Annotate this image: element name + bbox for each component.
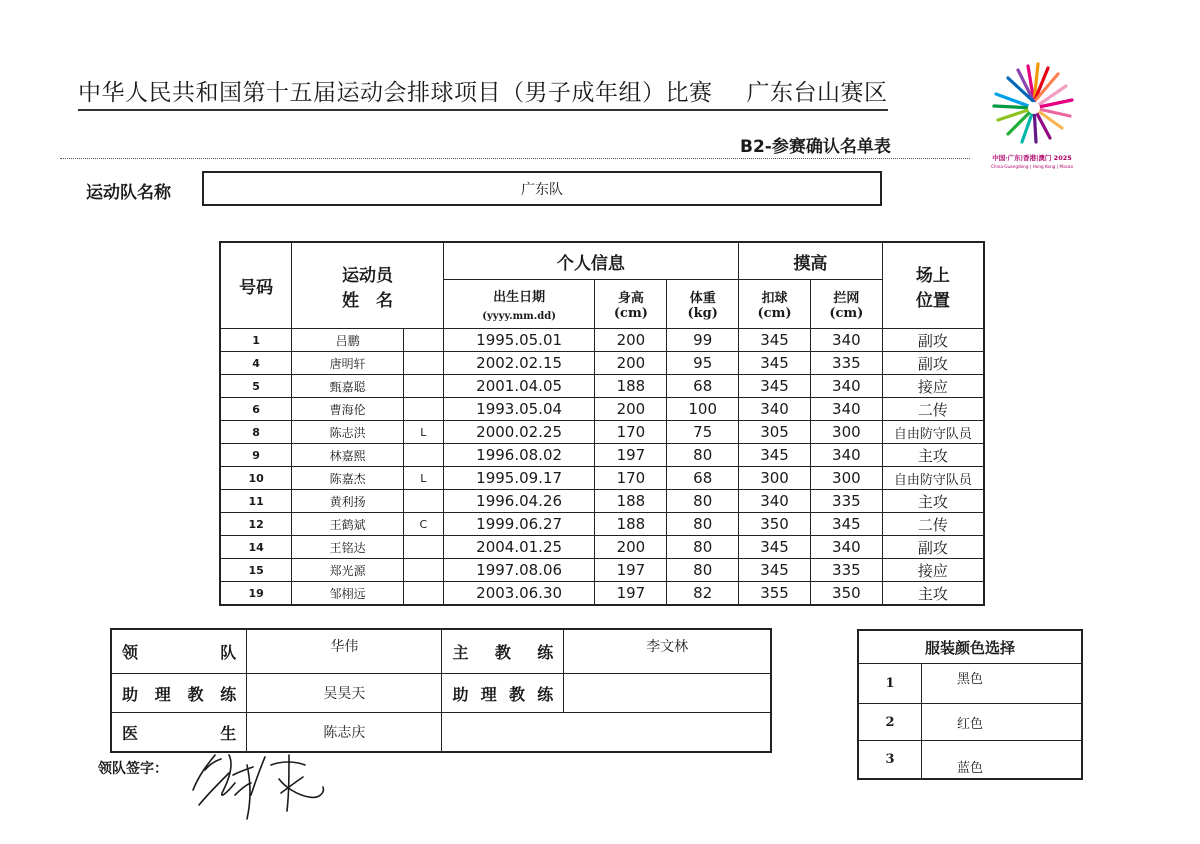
col-personal-info-header: 个人信息 <box>443 242 738 280</box>
roster-row <box>220 536 984 559</box>
player-spike-reach: 345 <box>739 559 811 582</box>
player-block-reach: 335 <box>810 352 882 375</box>
player-height: 188 <box>595 375 667 398</box>
player-name: 郑光源 <box>292 559 404 582</box>
player-position: 主攻 <box>882 444 984 467</box>
player-spike-reach: 345 <box>739 329 811 352</box>
player-weight: 68 <box>667 375 739 398</box>
player-position: 副攻 <box>882 329 984 352</box>
team-label: 运动队名称 <box>86 183 171 203</box>
player-number: 15 <box>220 559 292 582</box>
uniform-option-color: 红色 <box>922 704 1083 741</box>
player-height: 188 <box>595 490 667 513</box>
player-role: L <box>403 467 443 490</box>
player-block-reach: 350 <box>810 582 882 606</box>
player-spike-reach: 355 <box>739 582 811 606</box>
assistant-label-cell <box>111 674 247 713</box>
height-header-unit: (cm) <box>613 306 648 321</box>
player-position: 自由防守队员 <box>882 421 984 444</box>
athlete-header-line2: 姓 名 <box>342 290 393 311</box>
roster-row <box>220 375 984 398</box>
player-height: 197 <box>595 559 667 582</box>
leader-label-cell <box>111 629 247 674</box>
player-block-reach: 300 <box>810 421 882 444</box>
player-name: 唐明轩 <box>292 352 404 375</box>
weight-header-label: 体重 <box>689 291 716 306</box>
player-role <box>403 398 443 421</box>
player-spike-reach: 345 <box>739 352 811 375</box>
player-weight: 95 <box>667 352 739 375</box>
roster-row <box>220 467 984 490</box>
player-birth-date: 1993.05.04 <box>443 398 595 421</box>
player-block-reach: 335 <box>810 490 882 513</box>
player-height: 200 <box>595 329 667 352</box>
player-birth-date: 2001.04.05 <box>443 375 595 398</box>
player-role <box>403 536 443 559</box>
uniform-option-color: 黑色 <box>922 664 1083 704</box>
player-birth-date: 1995.09.17 <box>443 467 595 490</box>
player-role <box>403 490 443 513</box>
player-birth-date: 2000.02.25 <box>443 421 595 444</box>
col-height-header <box>595 280 667 329</box>
event-title <box>78 74 888 111</box>
roster-row <box>220 513 984 536</box>
player-spike-reach: 300 <box>739 467 811 490</box>
player-block-reach: 340 <box>810 444 882 467</box>
player-role <box>403 352 443 375</box>
player-block-reach: 300 <box>810 467 882 490</box>
col-block-header <box>810 280 882 329</box>
team-name-field <box>202 171 882 206</box>
player-birth-date: 1999.06.27 <box>443 513 595 536</box>
player-number: 9 <box>220 444 292 467</box>
player-birth-date: 2003.06.30 <box>443 582 595 606</box>
player-number: 12 <box>220 513 292 536</box>
player-role <box>403 329 443 352</box>
roster-row <box>220 490 984 513</box>
uniform-color-table <box>857 629 1083 780</box>
assistant2-value <box>564 674 771 713</box>
logo-caption: 中国·广东|香港|澳门 2025 <box>992 154 1072 162</box>
doctor-label: 医 生 <box>122 723 237 743</box>
head-coach-label-cell <box>442 629 564 674</box>
spike-header-label: 扣球 <box>761 291 788 306</box>
player-spike-reach: 340 <box>739 398 811 421</box>
player-weight: 80 <box>667 513 739 536</box>
height-header-label: 身高 <box>617 291 644 306</box>
player-height: 197 <box>595 444 667 467</box>
player-position: 二传 <box>882 398 984 421</box>
player-name: 王鹤斌 <box>292 513 404 536</box>
roster-row <box>220 559 984 582</box>
roster-row <box>220 398 984 421</box>
player-number: 1 <box>220 329 292 352</box>
col-weight-header <box>667 280 739 329</box>
player-height: 188 <box>595 513 667 536</box>
team-name-value: 广东队 <box>521 181 563 198</box>
player-role: L <box>403 421 443 444</box>
games-logo-icon <box>982 60 1082 172</box>
head-coach-label: 主 教 练 <box>452 643 554 662</box>
player-height: 200 <box>595 352 667 375</box>
col-number-header: 号码 <box>220 242 292 329</box>
player-spike-reach: 305 <box>739 421 811 444</box>
player-birth-date: 2002.02.15 <box>443 352 595 375</box>
player-number: 14 <box>220 536 292 559</box>
player-name: 吕鹏 <box>292 329 404 352</box>
player-role <box>403 444 443 467</box>
player-position: 接应 <box>882 559 984 582</box>
player-spike-reach: 340 <box>739 490 811 513</box>
roster-body <box>220 329 984 606</box>
player-block-reach: 340 <box>810 536 882 559</box>
player-weight: 80 <box>667 559 739 582</box>
player-role <box>403 559 443 582</box>
form-title: B2-参赛确认名单表 <box>740 137 891 157</box>
assistant-value: 吴昊天 <box>247 674 442 713</box>
athlete-header-line1: 运动员 <box>342 265 393 286</box>
roster-row <box>220 329 984 352</box>
player-height: 170 <box>595 467 667 490</box>
player-position: 副攻 <box>882 352 984 375</box>
assistant2-label-cell <box>442 674 564 713</box>
player-weight: 80 <box>667 444 739 467</box>
player-height: 200 <box>595 398 667 421</box>
player-weight: 68 <box>667 467 739 490</box>
player-position: 接应 <box>882 375 984 398</box>
player-weight: 100 <box>667 398 739 421</box>
player-height: 170 <box>595 421 667 444</box>
player-position: 二传 <box>882 513 984 536</box>
event-title-text: 中华人民共和国第十五届运动会排球项目（男子成年组）比赛 <box>78 80 713 106</box>
roster-row <box>220 582 984 606</box>
birth-header-format: (yyyy.mm.dd) <box>482 311 556 322</box>
doctor-value: 陈志庆 <box>247 713 442 753</box>
leader-value: 华伟 <box>247 629 442 674</box>
player-block-reach: 345 <box>810 513 882 536</box>
player-number: 19 <box>220 582 292 606</box>
assistant-label: 助 理 教 练 <box>122 684 237 704</box>
uniform-color-title: 服装颜色选择 <box>858 630 1082 664</box>
player-role <box>403 582 443 606</box>
player-block-reach: 340 <box>810 375 882 398</box>
position-header-line2: 位置 <box>915 290 950 311</box>
block-header-label: 拦网 <box>833 291 860 306</box>
staff-empty-cell <box>442 713 771 753</box>
player-birth-date: 1997.08.06 <box>443 559 595 582</box>
roster-row <box>220 421 984 444</box>
player-weight: 80 <box>667 490 739 513</box>
player-number: 4 <box>220 352 292 375</box>
player-name: 邹栩远 <box>292 582 404 606</box>
region-text: 广东台山赛区 <box>746 80 888 106</box>
player-name: 林嘉熙 <box>292 444 404 467</box>
player-name: 黄利扬 <box>292 490 404 513</box>
col-athlete-header <box>292 242 443 329</box>
uniform-option-color: 蓝色 <box>922 741 1083 780</box>
player-birth-date: 1995.05.01 <box>443 329 595 352</box>
player-role <box>403 375 443 398</box>
roster-row <box>220 352 984 375</box>
birth-header-label: 出生日期 <box>493 290 546 305</box>
dotted-divider <box>60 158 970 159</box>
player-block-reach: 340 <box>810 329 882 352</box>
player-block-reach: 335 <box>810 559 882 582</box>
uniform-option-index: 3 <box>858 741 922 780</box>
player-weight: 82 <box>667 582 739 606</box>
spike-header-unit: (cm) <box>757 306 792 321</box>
col-reach-header: 摸高 <box>739 242 883 280</box>
player-name: 曹海伦 <box>292 398 404 421</box>
player-name: 王铭达 <box>292 536 404 559</box>
player-birth-date: 1996.08.02 <box>443 444 595 467</box>
player-name: 甄嘉聪 <box>292 375 404 398</box>
player-birth-date: 2004.01.25 <box>443 536 595 559</box>
signature-label: 领队签字： <box>98 761 168 777</box>
handwritten-signature-icon <box>185 735 345 825</box>
position-header-line1: 场上 <box>915 265 950 286</box>
player-name: 陈嘉杰 <box>292 467 404 490</box>
player-number: 10 <box>220 467 292 490</box>
roster-table <box>219 241 985 606</box>
player-block-reach: 340 <box>810 398 882 421</box>
roster-row <box>220 444 984 467</box>
uniform-option-index: 2 <box>858 704 922 741</box>
player-spike-reach: 345 <box>739 444 811 467</box>
player-name: 陈志洪 <box>292 421 404 444</box>
assistant2-label: 助 理 教 练 <box>452 684 554 704</box>
block-header-unit: (cm) <box>829 306 864 321</box>
col-position-header <box>882 242 984 329</box>
player-number: 11 <box>220 490 292 513</box>
player-position: 副攻 <box>882 536 984 559</box>
player-number: 6 <box>220 398 292 421</box>
player-height: 197 <box>595 582 667 606</box>
weight-header-unit: (kg) <box>687 306 718 321</box>
player-number: 5 <box>220 375 292 398</box>
player-height: 200 <box>595 536 667 559</box>
player-weight: 99 <box>667 329 739 352</box>
player-weight: 75 <box>667 421 739 444</box>
player-spike-reach: 345 <box>739 536 811 559</box>
player-spike-reach: 345 <box>739 375 811 398</box>
col-birth-header <box>443 280 595 329</box>
player-position: 主攻 <box>882 490 984 513</box>
player-birth-date: 1996.04.26 <box>443 490 595 513</box>
player-position: 自由防守队员 <box>882 467 984 490</box>
player-number: 8 <box>220 421 292 444</box>
uniform-option-index: 1 <box>858 664 922 704</box>
logo-subcaption: China·Guangdong | Hong Kong | Macao <box>990 164 1074 169</box>
player-position: 主攻 <box>882 582 984 606</box>
player-weight: 80 <box>667 536 739 559</box>
head-coach-value: 李文林 <box>564 629 771 674</box>
leader-label: 领 队 <box>122 643 237 662</box>
player-role: C <box>403 513 443 536</box>
col-spike-header <box>739 280 811 329</box>
player-spike-reach: 350 <box>739 513 811 536</box>
